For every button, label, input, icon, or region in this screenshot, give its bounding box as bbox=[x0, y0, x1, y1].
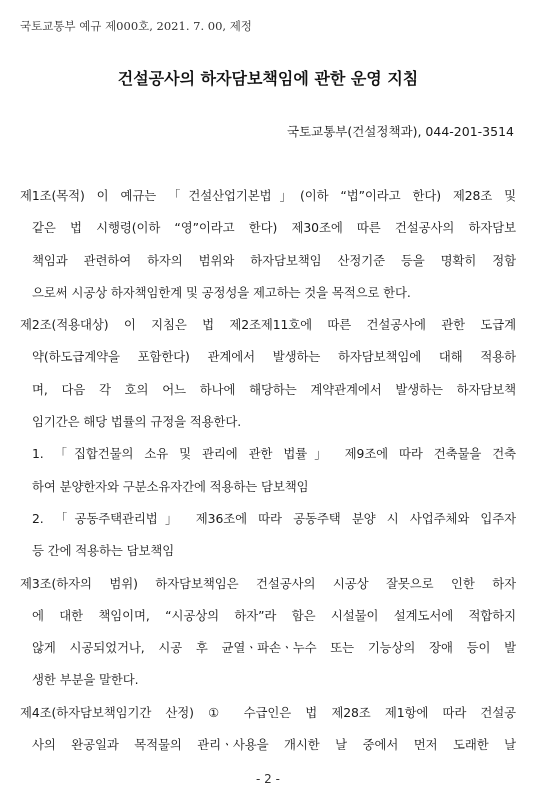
item-line: 등 간에 적용하는 담보책임 bbox=[32, 543, 175, 559]
page-number: - 2 - bbox=[256, 772, 280, 786]
article-line: 으로써 시공상 하자책임한계 및 공정성을 제고하는 것을 목적으로 한다. bbox=[32, 284, 411, 300]
article-line: 제2조(적용대상) 이 지침은 법 제2조제11호에 따른 건설공사에 관한 도급계 bbox=[20, 317, 516, 333]
article-2-item-2 bbox=[20, 503, 516, 568]
document-body bbox=[20, 180, 516, 761]
article-line: 사의 완공일과 목적물의 관리ㆍ사용을 개시한 날 중에서 먼저 도래한 날 bbox=[32, 737, 516, 753]
article-line: 제3조(하자의 범위) 하자담보책임은 건설공사의 시공상 잘못으로 인한 하자 bbox=[20, 575, 516, 591]
article-line: 같은 법 시행령(이하 “영”이라고 한다) 제30조에 따른 건설공사의 하자담보 bbox=[32, 220, 516, 236]
article-line: 약(하도급계약을 포함한다) 관계에서 발생하는 하자담보책임에 대해 적용하 bbox=[32, 349, 516, 365]
article-2-item-1 bbox=[20, 438, 516, 503]
article-line: 않게 시공되었거나, 시공 후 균열ㆍ파손ㆍ누수 또는 기능상의 장애 등이 발 bbox=[32, 640, 516, 656]
article-line: 며, 다음 각 호의 어느 하나에 해당하는 계약관계에서 발생하는 하자담보책 bbox=[32, 381, 516, 397]
article-2 bbox=[20, 309, 516, 567]
item-line: 1. 「집합건물의 소유 및 관리에 관한 법률」 제9조에 따라 건축물을 건축 bbox=[32, 446, 516, 462]
article-3 bbox=[20, 568, 516, 697]
article-line: 임기간은 해당 법률의 규정을 적용한다. bbox=[32, 414, 242, 430]
item-line: 하여 분양한자와 구분소유자간에 적용하는 담보책임 bbox=[32, 478, 309, 494]
document-title: 건설공사의 하자담보책임에 관한 운영 지침 bbox=[117, 69, 419, 88]
article-1 bbox=[20, 180, 516, 309]
article-line: 제4조(하자담보책임기간 산정) ① 수급인은 법 제28조 제1항에 따라 건설공 bbox=[20, 704, 516, 720]
article-4 bbox=[20, 697, 516, 762]
department-contact: 국토교통부(건설정책과), 044-201-3514 bbox=[286, 124, 514, 139]
article-line: 책임과 관련하여 하자의 범위와 하자담보책임 산정기준 등을 명확히 정함 bbox=[32, 252, 516, 268]
item-line: 2. 「공동주택관리법」 제36조에 따라 공동주택 분양 시 사업주체와 입주자 bbox=[32, 510, 516, 526]
article-line: 에 대한 책임이며, “시공상의 하자”라 함은 시설물이 설계도서에 적합하지 bbox=[32, 607, 516, 623]
article-line: 생한 부분을 말한다. bbox=[32, 672, 139, 688]
article-line: 제1조(목적) 이 예규는 「건설산업기본법」(이하 “법”이라고 한다) 제28조 및 bbox=[20, 188, 516, 203]
decree-notice: 국토교통부 예규 제000호, 2021. 7. 00, 제정 bbox=[20, 19, 252, 33]
